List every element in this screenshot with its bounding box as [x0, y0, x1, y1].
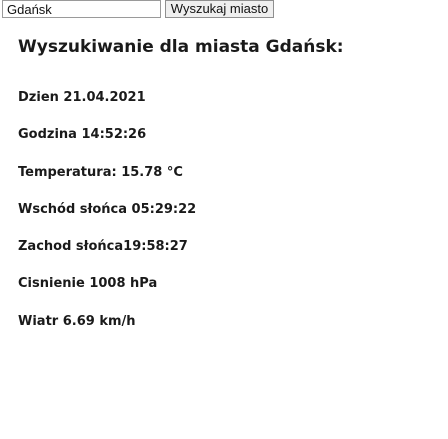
search-bar	[0, 0, 448, 20]
sunrise-row: Wschód słońca 05:29:22	[18, 202, 197, 217]
date-row: Dzien 21.04.2021	[18, 90, 146, 105]
results-title: Wyszukiwanie dla miasta Gdańsk:	[18, 37, 344, 57]
pressure-row: Cisnienie 1008 hPa	[18, 276, 158, 291]
search-city-button[interactable]: Wyszukaj miasto	[165, 0, 274, 18]
sunset-row: Zachod słońca19:58:27	[18, 239, 188, 254]
city-search-input[interactable]	[2, 0, 161, 18]
temperature-row: Temperatura: 15.78 °C	[18, 165, 183, 180]
time-row: Godzina 14:52:26	[18, 127, 147, 142]
wind-row: Wiatr 6.69 km/h	[18, 314, 136, 329]
